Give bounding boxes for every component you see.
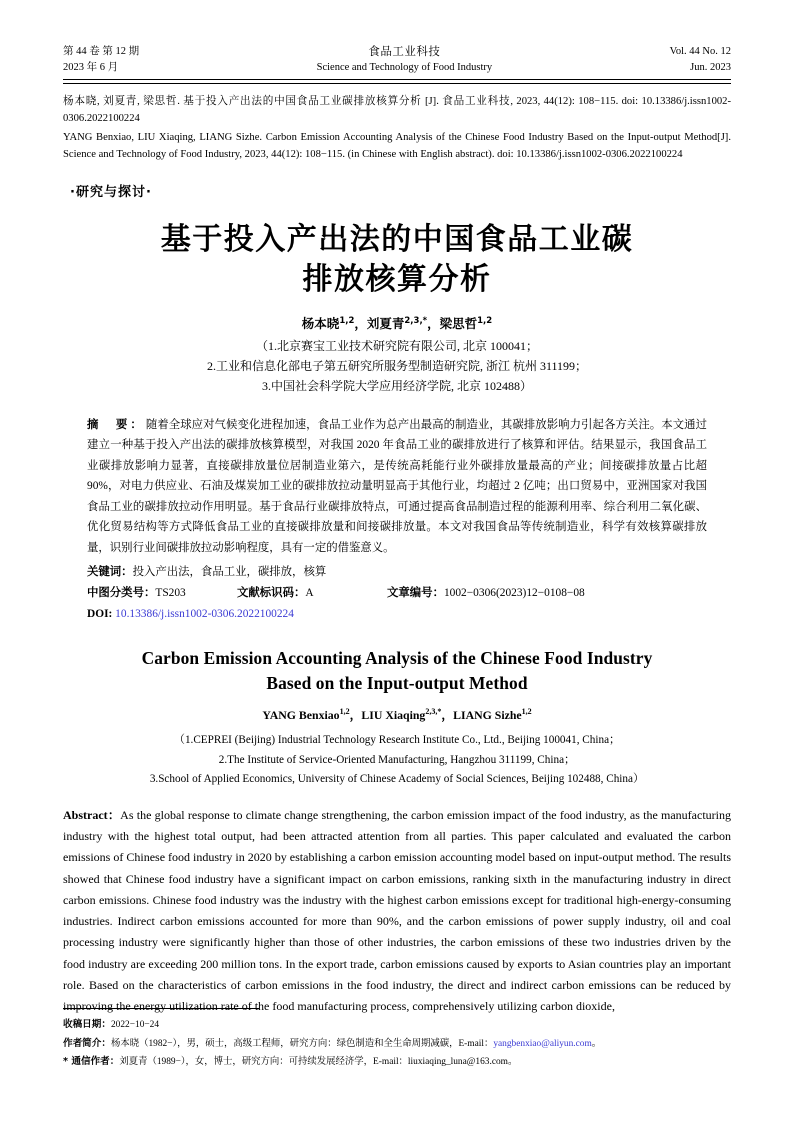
- affiliation-cn-1: （1.北京赛宝工业技术研究院有限公司, 北京 100041；: [255, 338, 538, 353]
- abstract-label-cn: 摘 要：: [87, 416, 145, 431]
- footnote-block: [63, 1008, 731, 1072]
- document-code-label: 文献标识码：: [237, 585, 306, 600]
- affiliation-en-3: 3.School of Applied Economics, University of Chinese Academy of Social Sciences, Beijing 102488, China）: [149, 773, 645, 786]
- footnote-received: [63, 1016, 731, 1035]
- citation-chinese: 杨本晓, 刘夏青, 梁思哲. 基于投入产出法的中国食品工业碳排放核算分析 [J]. 食品工业科技, 2023, 44(12): 108−115. doi: 10.13386/j.issn1002-0306.2022100224: [63, 95, 731, 124]
- journal-running-header: [63, 44, 731, 76]
- page-title-en: [63, 646, 731, 696]
- clc-label: 中图分类号：: [87, 585, 156, 600]
- doi-link[interactable]: 10.13386/j.issn1002-0306.2022100224: [115, 607, 294, 620]
- header-volume-date-en: [670, 44, 731, 76]
- affiliation-en-2: 2.The Institute of Service-Oriented Manufacturing, Hangzhou 311199, China；: [218, 753, 576, 766]
- header-volume-issue: 第 44 卷 第 12 期: [63, 46, 140, 57]
- document-code-value: A: [305, 587, 314, 600]
- abstract-en: [63, 805, 731, 1018]
- header-date-en: Jun. 2023: [690, 62, 731, 73]
- clc-number: [87, 582, 237, 604]
- abstract-text-cn: 随着全球应对气候变化进程加速，食品工业作为总产出最高的制造业，其碳排放影响力引起各方关注。本文通过建立一种基于投入产出法的碳排放核算模型，对我国 2020 年食品工业的碳排放进行了核算和评估。结果显示，我国食品工业碳排放影响力显著，直接碳排放量位居制造业第六，是传统高耗能行业外碳排放量最高的产业；间接碳排放量占比超 90%，对电力供应业、石油及煤炭加工业的碳排放拉动量明显高于其他行业，均超过 2 亿吨；出口贸易中，亚洲国家对我国食品工业的碳排放拉动作用明显。基于食品行业碳排放特点，可通过提高食品制造过程的能源利用率、综合利用二氧化碳、优化贸易结构等方式降低食品工业的直接碳排放量和间接碳排放量。本文对我国食品等传统制造业，科学有效核算碳排放量，识别行业间碳排放拉动影响程度，具有一定的借鉴意义。: [87, 418, 707, 555]
- journal-name-cn: 食品工业科技: [368, 46, 441, 58]
- abstract-label-en: Abstract：: [63, 807, 121, 822]
- journal-name: [139, 44, 670, 76]
- doi-label: DOI:: [87, 607, 113, 620]
- article-number-label: 文章编号：: [387, 585, 444, 600]
- abstract-cn: [87, 414, 707, 559]
- affiliations-en: [63, 731, 731, 790]
- keywords-cn: [87, 561, 707, 583]
- corresponding-author-text: 刘夏青（1989−），女，博士，研究方向：可持续发展经济学，E-mail：liuxiaqing_luna@163.com。: [119, 1057, 518, 1067]
- abstract-text-en: As the global response to climate change strengthening, the carbon emission impact of the food industry, as the manufacturing industry with the highest total output, had been attracted attention from all parties. This paper calculated and evaluated the carbon emissions of Chinese food industry in 2020 by establishing a carbon emission accounting model based on input-output method. The results showed that Chinese food industry have a significant impact on carbon emissions, ranking sixth in the manufacturing industry in direct carbon emissions. Chinese food industry was the industry with the highest carbon emissions except for traditional high-energy-consuming industries. Indirect carbon emissions accounted for more than 90%, and the carbon emissions of power supply industry, oil and coal processing industry were significantly higher than those of other industries, the carbon emissions of these two industries driven by the food industry are exceeding 200 million tons. In the export trade, carbon emissions caused by exports to Asian countries play an important role. Based on the characteristics of carbon emissions in the food industry, the direct and indirect carbon emissions can be reduced by improving the energy utilization rate of the food manufacturing process, comprehensively utilizing carbon dioxide,: [63, 807, 731, 1014]
- received-label: 收稿日期：: [63, 1019, 111, 1030]
- header-volume-date: [63, 44, 139, 76]
- author-email-link[interactable]: yangbenxiao@aliyun.com: [493, 1038, 592, 1049]
- keywords-label-cn: 关键词：: [87, 563, 133, 578]
- metadata-row-cn: [87, 582, 707, 604]
- author-byline-cn: 杨本晓$^{1,2}$，刘夏青$^{2,3,*}$，梁思哲$^{1,2}$: [301, 315, 493, 331]
- footnote-corresponding-author: [63, 1053, 731, 1072]
- header-volume-issue-en: Vol. 44 No. 12: [669, 46, 731, 57]
- author-byline-en: YANG Benxiao$^{1,2}$，LIU Xiaqing$^{2,3,*}$，LIANG Sizhe$^{1,2}$: [262, 707, 532, 723]
- author-bio-tail: 。: [591, 1038, 602, 1049]
- header-divider: [63, 79, 731, 84]
- page-title-cn-line2: 排放核算分析: [302, 261, 492, 297]
- article-number-value: 1002−0306(2023)12−0108−08: [443, 587, 585, 600]
- header-date-cn: 2023 年 6 月: [63, 62, 119, 73]
- abstract-section-cn: [63, 414, 731, 625]
- article-number: [387, 582, 585, 604]
- page-title-cn: [63, 220, 731, 300]
- document-code: [237, 582, 387, 604]
- citation-block: [63, 93, 731, 164]
- author-bio-label: 作者简介：: [63, 1037, 111, 1049]
- clc-value: TS203: [155, 587, 186, 600]
- keywords-text-cn: 投入产出法，食品工业，碳排放，核算: [132, 565, 327, 578]
- page-content: [63, 44, 731, 1018]
- citation-english: YANG Benxiao, LIU Xiaqing, LIANG Sizhe. Carbon Emission Accounting Analysis of the Chinese Food Industry Based on the Input-output Method[J]. Science and Technology of Food Industry, 2023, 44(12): 108−115. (in Chinese with English abstract). doi: 10.13386/j.issn1002-0306.2022100224: [63, 131, 731, 160]
- corresponding-author-label: * 通信作者：: [63, 1056, 120, 1067]
- affiliation-cn-3: 3.中国社会科学院大学应用经济学院, 北京 102488）: [261, 378, 532, 393]
- received-value: 2022−10−24: [110, 1020, 160, 1030]
- page-title-en-line2: Based on the Input-output Method: [266, 673, 528, 694]
- page-title-en-line1: Carbon Emission Accounting Analysis of the Chinese Food Industry: [141, 648, 653, 669]
- footnote-divider: [63, 1008, 259, 1009]
- journal-name-en: Science and Technology of Food Industry: [316, 62, 493, 73]
- affiliation-cn-2: 2.工业和信息化部电子第五研究所服务型制造研究院, 浙江 杭州 311199；: [206, 358, 588, 373]
- author-bio-text: 杨本晓（1982−），男，硕士，高级工程师，研究方向：绿色制造和全生命周期减碳，E-mail：: [110, 1038, 494, 1049]
- footnote-author-bio: [63, 1035, 731, 1054]
- affiliation-en-1: （1.CEPREI (Beijing) Industrial Technology Research Institute Co., Ltd., Beijing 100041, China；: [173, 734, 621, 747]
- affiliations-cn: [63, 336, 731, 396]
- page-title-cn-line1: 基于投入产出法的中国食品工业碳: [160, 221, 634, 257]
- doi-row: [87, 604, 707, 625]
- section-category-marker: ·研究与探讨·: [70, 184, 152, 200]
